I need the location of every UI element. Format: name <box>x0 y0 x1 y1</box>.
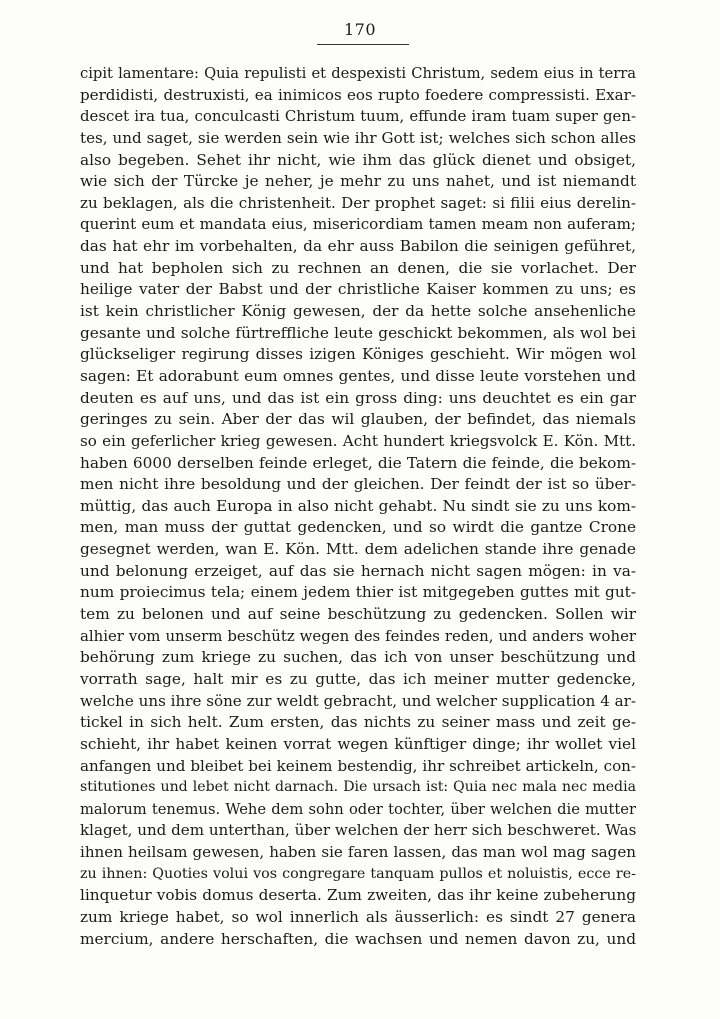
text-line: welche uns ihre söne zur weldt gebracht, und welcher supplication 4 ar- <box>80 691 636 710</box>
text-line: also begeben. Sehet ihr nicht, wie ihm das glück dienet und obsiget, <box>80 150 636 169</box>
text-line: descet ira tua, conculcasti Christum tuum, effunde iram tuam super gen- <box>80 107 636 126</box>
text-line: stitutiones und lebet nicht darnach. Die ursach ist: Quia nec mala nec media <box>80 779 636 796</box>
text-line: num proiecimus tela; einem jedem thier ist mitgegeben guttes mit gut- <box>80 583 636 602</box>
text-line: müttig, das auch Europa in also nicht gehabt. Nu sindt sie zu uns kom- <box>80 496 636 515</box>
text-line: zum kriege habet, so wol innerlich als äusserlich: es sindt 27 genera <box>80 907 636 926</box>
text-line: zu beklagen, als die christenheit. Der prophet saget: si filii eius derelin- <box>80 193 636 212</box>
text-line: tem zu belonen und auf seine beschützung zu gedencken. Sollen wir <box>80 605 636 624</box>
text-line: vorrath sage, halt mir es zu gutte, das ich meiner mutter gedencke, <box>80 669 636 688</box>
text-line: haben 6000 derselben feinde erleget, die Tatern die feinde, die bekom- <box>80 453 636 472</box>
text-line: geringes zu sein. Aber der das wil glauben, der befindet, das niemals <box>80 410 636 429</box>
text-line: behörung zum kriege zu suchen, das ich von unser beschützung und <box>80 648 636 667</box>
text-line: men nicht ihre besoldung und der gleichen. Der feindt der ist so über- <box>80 475 636 494</box>
text-line: heilige vater der Babst und der christliche Kaiser kommen zu uns; es <box>80 280 636 299</box>
text-line: wie sich der Türcke je neher, je mehr zu uns nahet, und ist niemandt <box>80 172 636 191</box>
text-line: so ein geferlicher krieg gewesen. Acht hundert kriegsvolck E. Kön. Mtt. <box>80 431 636 450</box>
text-line: das hat ehr im vorbehalten, da ehr auss Babilon die seinigen geführet, <box>80 237 636 256</box>
text-line: zu ihnen: Quoties volui vos congregare tanquam pullos et noluistis, ecce re- <box>80 865 636 882</box>
text-line: mercium, andere herschaften, die wachsen und nemen davon zu, und <box>80 929 636 948</box>
body-text <box>80 63 636 950</box>
text-line: gesegnet werden, wan E. Kön. Mtt. dem adelichen stande ihre genade <box>80 540 636 559</box>
page-number-rule <box>317 44 409 45</box>
text-line: querint eum et mandata eius, misericordiam tamen meam non auferam; <box>80 215 636 234</box>
text-line: malorum tenemus. Wehe dem sohn oder tochter, über welchen die mutter <box>80 800 636 818</box>
text-line: und belonung erzeiget, auf das sie hernach nicht sagen mögen: in va- <box>80 561 636 580</box>
text-line: ihnen heilsam gewesen, haben sie faren lassen, das man wol mag sagen <box>80 843 636 862</box>
text-line: klaget, und dem unterthan, über welchen der herr sich beschweret. Was <box>80 821 637 840</box>
text-line: alhier vom unserm beschütz wegen des feindes reden, und anders woher <box>80 626 636 645</box>
text-line: tickel in sich helt. Zum ersten, das nichts zu seiner mass und zeit ge- <box>80 713 636 732</box>
text-line: tes, und saget, sie werden sein wie ihr Gott ist; welches sich schon alles <box>80 128 636 147</box>
page-number: 170 <box>343 20 377 39</box>
text-line: anfangen und bleibet bei keinem bestendig, ihr schreibet artickeln, con- <box>80 756 636 775</box>
text-line: und hat bepholen sich zu rechnen an denen, die sie vorlachet. Der <box>80 258 636 277</box>
text-line: ist kein christlicher König gewesen, der da hette solche ansehenliche <box>80 302 636 321</box>
text-line: glückseliger regirung disses izigen Königes geschieht. Wir mögen wol <box>80 345 636 364</box>
text-line: gesante und solche fürtreffliche leute geschickt bekommen, als wol bei <box>80 323 636 342</box>
text-line: cipit lamentare: Quia repulisti et despexisti Christum, sedem eius in terra <box>80 65 636 82</box>
text-line: men, man muss der guttat gedencken, und so wirdt die gantze Crone <box>80 518 636 537</box>
text-line: schieht, ihr habet keinen vorrat wegen künftiger dinge; ihr wollet viel <box>80 734 636 753</box>
text-line: sagen: Et adorabunt eum omnes gentes, und disse leute vorstehen und <box>80 366 636 385</box>
text-line: linquetur vobis domus deserta. Zum zweiten, das ihr keine zubeherung <box>80 886 636 905</box>
text-line: perdidisti, destruxisti, ea inimicos eos rupto foedere compressisti. Exar- <box>80 85 636 104</box>
text-line: deuten es auf uns, und das ist ein gross ding: uns deuchtet es ein gar <box>80 388 636 407</box>
